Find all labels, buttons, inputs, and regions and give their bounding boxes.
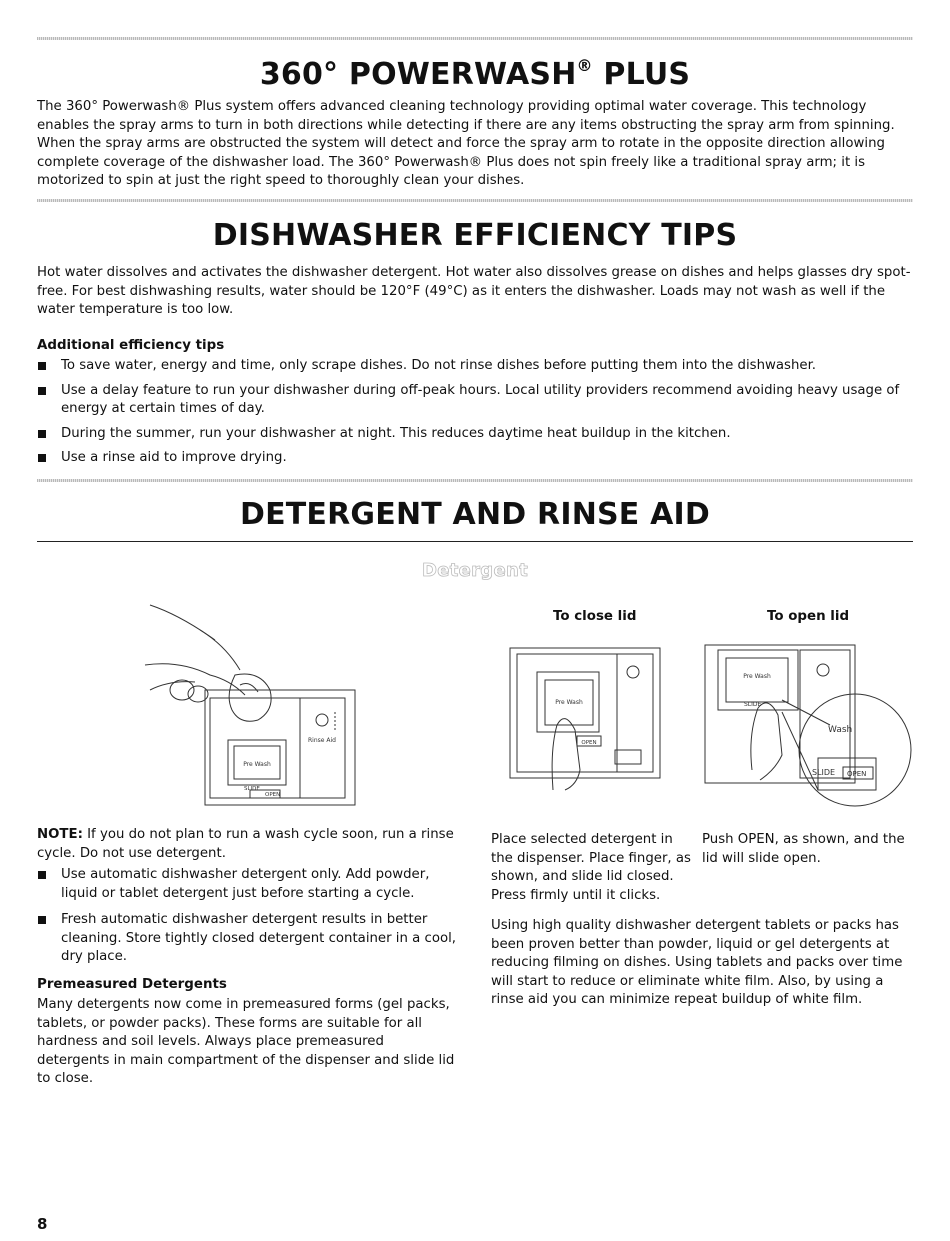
prewash-label: Pre Wash xyxy=(243,761,271,768)
close-lid-label: To close lid xyxy=(553,609,637,624)
premeasured-heading: Premeasured Detergents xyxy=(37,977,227,992)
open-label: OPEN xyxy=(581,740,597,746)
slide-label: SLIDE xyxy=(244,786,260,792)
efficiency-subheading: Additional efficiency tips xyxy=(37,338,225,353)
powerwash-body: The 360° Powerwash® Plus system offers advanced cleaning technology providing optimal water coverage. This technology enables the spray arms to turn in both directions while detecting if there are any items obstructing the spray arm from spinning. When the spray arms are obstructed the system will detect and force the spray arm to rotate in the opposite direction allowing complete coverage of the dishwasher load. The 360° Powerwash® Plus does not spin freely like a traditional spray arm; it is motorized to spin at just the right speed to thoroughly clean your dishes. xyxy=(37,99,895,189)
bullet-square-icon xyxy=(38,387,46,395)
open-label: OPEN xyxy=(847,770,867,778)
list-item: During the summer, run your dishwasher at night. This reduces daytime heat buildup in the kitchen. xyxy=(37,425,917,444)
slide-label: SLIDE xyxy=(812,768,836,777)
open-lid-illustration xyxy=(700,640,915,810)
premeasured-paragraph: Many detergents now come in premeasured forms (gel packs, tablets, or powder packs). These forms are suitable for all hardness and soil levels. Always place premeasured detergents in main compartment of the dispenser and slide lid to close. xyxy=(37,997,455,1087)
prewash-label: Pre Wash xyxy=(743,673,771,680)
top-divider xyxy=(37,37,913,40)
efficiency-body: Hot water dissolves and activates the dishwasher detergent. Hot water also dissolves grease on dishes and helps glasses dry spot-free. For best dishwashing results, water should be 120°F (49°C) as it enters the dishwasher. Loads may not wash as well if the water temperature is too low. xyxy=(37,265,911,318)
efficiency-tips-list xyxy=(37,357,917,468)
open-lid-label: To open lid xyxy=(767,609,850,624)
bullet-square-icon xyxy=(38,871,46,879)
list-item: Use automatic dishwasher detergent only. Add powder, liquid or tablet detergent just before starting a cycle. xyxy=(37,866,457,903)
powerwash-heading: 360° POWERWASH® PLUS xyxy=(259,56,691,92)
close-lid-illustration xyxy=(505,640,670,800)
list-item: Fresh automatic dishwasher detergent results in better cleaning. Store tightly closed detergent container in a cool, dry place. xyxy=(37,911,457,967)
efficiency-divider xyxy=(37,199,913,202)
detergent-underline xyxy=(37,541,913,542)
page-number: 8 xyxy=(37,1215,48,1233)
list-item: Use a delay feature to run your dishwasher during off-peak hours. Local utility providers recommend avoiding heavy usage of energy at certain times of day. xyxy=(37,382,917,419)
detergent-divider xyxy=(37,479,913,482)
bullet-square-icon xyxy=(38,430,46,438)
list-item: Use a rinse aid to improve drying. xyxy=(37,449,917,468)
open-lid-caption: Push OPEN, as shown, and the lid will slide open. xyxy=(702,832,905,866)
tablets-paragraph: Using high quality dishwasher detergent tablets or packs has been proven better than powder, liquid or gel detergents at reducing filming on dishes. Using tablets and packs over time will start to reduce or eliminate white film. Also, by using a rinse aid you can minimize repeat buildup of white film. xyxy=(491,918,903,1008)
detergent-tips-list xyxy=(37,866,457,967)
open-label: OPEN xyxy=(265,792,281,798)
add-detergent-illustration xyxy=(140,600,360,815)
close-lid-caption: Place selected detergent in the dispenser. Place finger, as shown, and slide lid closed. Press firmly until it clicks. xyxy=(491,832,691,903)
bullet-square-icon xyxy=(38,362,46,370)
detergent-subtitle: Detergent xyxy=(421,560,529,581)
list-item: To save water, energy and time, only scrape dishes. Do not rinse dishes before putting them into the dishwasher. xyxy=(37,357,917,376)
bullet-square-icon xyxy=(38,454,46,462)
bullet-square-icon xyxy=(38,916,46,924)
efficiency-heading: DISHWASHER EFFICIENCY TIPS xyxy=(212,218,738,253)
slide-label: SLIDE xyxy=(744,701,762,708)
rinse-aid-label: Rinse Aid xyxy=(308,737,336,744)
detergent-heading: DETERGENT AND RINSE AID xyxy=(239,497,711,532)
wash-label: Wash xyxy=(828,725,853,735)
note-paragraph: NOTE: If you do not plan to run a wash cycle soon, run a rinse cycle. Do not use detergent. xyxy=(37,827,454,861)
prewash-label: Pre Wash xyxy=(555,699,583,706)
